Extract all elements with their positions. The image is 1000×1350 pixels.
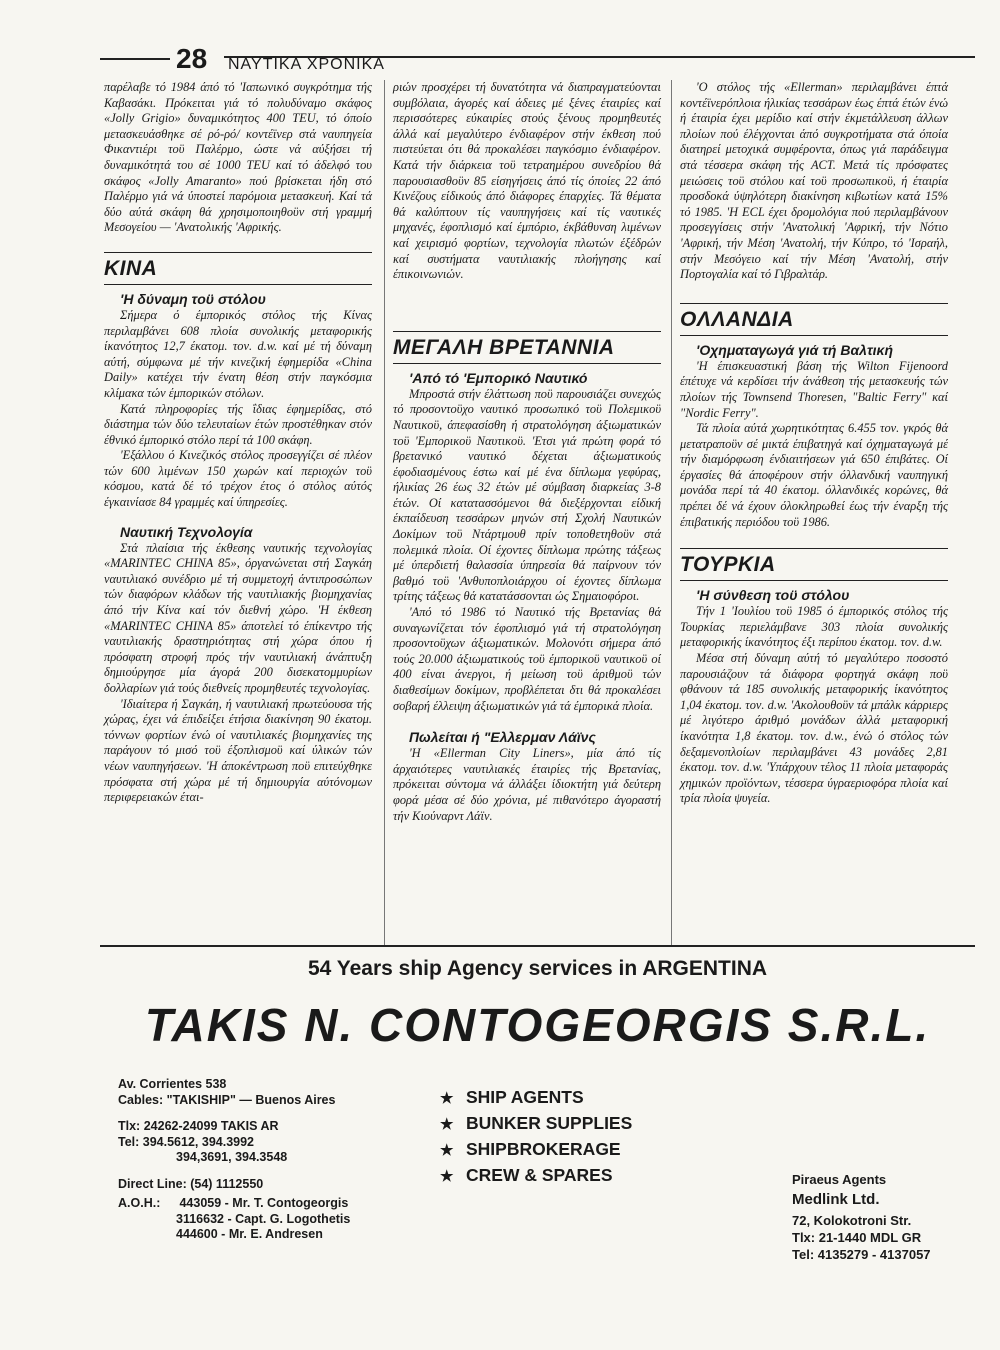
column2-continued-text: ριών προσχέρει τή δυνατότητα νά διαπραγματεύονται συμβόλαια, άγορές καί άδειες μέ ξένες έταιρίες καί περισσότερες εύκαιρίες στούς ξένους προμηθευτές άλλά καί μεγαλύτερο ένδιαφέρον στήν έκθεση πού πιστεύεται ότι θά προκαλέσει παγκόσμιο ένδιαφέρον. Κατά τήν διάρκεια τοϋ τετραημέρου συνεδρίου θά παρουσιασθοϋν 85 είσηγήσεις άπό τίς όποίες 22 άπό Κινέζους είδικούς άπό διάφορες έπαρχίες. Τά θέματα θά καλύπτουν τίς ναυπηγήσεις καί τίς ναυτικές μηχανές, έφοπλισμό καί έμπόριο, έκβάθυνση λιμένων καί χειρισμό φορτίων, τεχνολογία πλωτών έξέδρών καί συστήματα ναυτιλιακής πλοήγησης καί έπικοινωνιών. [393,80,661,282]
subheading-fleet-strength: 'Η δύναμη τοϋ στόλου [120,290,266,307]
star-icon: ★ [440,1090,454,1107]
service-item: ★ CREW & SPARES [440,1163,700,1189]
ad-aoh-entry: 444600 - Mr. E. Andresen [176,1227,323,1241]
subheading-fleet-composition: 'Η σύνθεση τοϋ στόλου [696,587,850,604]
paragraph: Κατά πληροφορίες τής ΐδιας έφημερίδας, στό διάστημα τών δύο τελευταίων έτών προστέθηκαν στόν έθνικό έμπορικό στόλο περί τά 100 σκάφη. [104,401,372,447]
page-number: 28 [176,43,208,74]
subheading-ellerman-sale: Πωλείται ή "Ελλερμαν Λάϊνς [409,729,596,746]
star-icon: ★ [440,1142,454,1159]
ad-cables-value: "TAKISHIP" — Buenos Aires [166,1092,336,1107]
section-netherlands [680,303,948,336]
piraeus-company: Medlink Ltd. [792,1191,880,1208]
ad-aoh-label: A.O.H.: [118,1196,161,1210]
column1-continued-text: παρέλαβε τό 1984 άπό τό 'Ιαπωνικό συγκρότημα τής Καβασάκι. Πρόκειται γιά τό πολυδύναμο σκάφος «Jolly Grigio» δυναμικότητος 400 TEU, τό όποίο μετασκευάσθηκε σέ ρό-ρό/ κοντέϊνερ στά ναυπηγεία Φικαντιέρι τοϋ Παλέρμο, ώστε νά αύξήσει τή δυναμικότητά του σέ 1000 TEU καί τό άδελφό του σκάφος «Jolly Amaranto» πού βρίσκεται ήδη στό Παλέρμο γιά νά ύποστεί παρόμοια μετασκευή. Καί τά δύο αύτά σκάφη θά χρησιμοποιηθοϋν στή γραμμή Μεσογείου — 'Ανατολικής 'Αφρικής. [104,80,372,235]
ad-aoh-entry: 3116632 - Capt. G. Logothetis [176,1211,351,1226]
piraeus-telex: Tlx: 21-1440 MDL GR [792,1230,922,1245]
page-header [100,44,975,78]
subheading-ferries-baltic: 'Οχηματαγωγά γιά τή Βαλτική [696,341,894,358]
ad-telephone [118,1135,448,1151]
header-rule-left [100,58,170,60]
paragraph: 'Ιδιαίτερα ή Σαγκάη, ή ναυτιλιακή πρωτεύουσα τής χώρας, έχει νά έπιδείξει έτήσια διακίνηση 90 έκατομ. τόννων φορτίων ένώ οί ναυτιλιακές βιομηχανίες της παράγουν τό μισό τοϋ έξοπλισμοϋ καί ύλικών τών νέων ναυπηγήσεων. 'Η άποκέντρωση ποϋ επιτεύχθηκε πρόσφατα στή χώρα μέ τή δημιουργία αύτόνομων περιφερειακών έται- [104,696,372,805]
paragraph: 'Από τό 1986 τό Ναυτικό τής Βρετανίας θά συναγωνίζεται τόν έφοπλισμό γιά τή στρατολόγηση προσοντοϋχων άξιωματικών. Μολονότι σήμερα άπό τούς 20.000 άξιωματικούς τοϋ έμπορικοϋ ναυτικοϋ οί 400 είναι άνεργοι, ή μείωση τοϋ άριθμοϋ τών διαθεσίμων δοκίμων, προβλέπεται δτι θά προκαλέσει σοβαρή έλλειψη άξιωματικών γιά τά έμπορικά πλοία. [393,605,661,713]
ad-telex [118,1119,448,1135]
column-1 [104,80,372,806]
section-turkey [680,548,948,581]
ad-piraeus-agents [792,1171,982,1263]
ad-company-name: TAKIS N. CONTOGEORGIS S.R.L. [144,999,931,1051]
magazine-title: ΝΑΥΤΙΚΑ ΧΡΟΝΙΚΑ [228,56,385,73]
column-2 [393,80,661,824]
ad-tel-value-2: 394,3691, 394.3548 [176,1150,288,1164]
ad-tel-label: Tel: [118,1134,140,1149]
section-great-britain [393,331,661,364]
paragraph: Τήν 1 'Ιουλίου τοϋ 1985 ό έμπορικός στόλος τής Τουρκίας περιελάμβανε 303 πλοία συνολικής μεταφορικής ίκανότητος έξι περίπου έκατομ. τον. d.w. [680,604,948,650]
section-title-netherlands: ΟΛΛΑΝΔΙΑ [680,308,948,336]
service-item: ★ SHIP AGENTS [440,1085,700,1111]
paragraph: 'Η «Ellerman City Liners», μία άπό τίς άρχαιότερες ναυτιλιακές έταιρίες τής Βρετανίας, πρόκειται σύντομα νά άλλάξει ίδιοκτήτη γιά δεύτερη φορά μέσα σέ δύο χρόνια, μέ πιθανότερο άγοραστή τήν Κιούναρντ Λάϊν. [393,746,661,823]
section-title-china: ΚΙΝΑ [104,257,372,285]
piraeus-label: Piraeus Agents [792,1172,887,1187]
paragraph: 'Η έπισκευαστική βάση τής Wilton Fijenoord έπέτυχε νά κερδίσει τήν άνάθεση τής μετασκευής τών πλοίων τής Townsend Thoresen, "Baltic Ferry" καί "Nordic Ferry". [680,358,948,420]
paragraph: 'Εξάλλου ό Κινεζικός στόλος προσεγγίζει σέ πλέον τών 600 λιμένων 150 χωρών καί περιοχών τοϋ κόσμου, κατά δέ τό τρέχον έτος ό στόλος αύτός έγκαινίασε 84 γραμμές καί ύπηρεσίες. [104,448,372,510]
piraeus-address: 72, Kolokotroni Str. [792,1213,912,1228]
ad-services-list [440,1085,700,1189]
ad-tagline: 54 Years ship Agency services in ARGENTINA [307,957,768,980]
section-title-great-britain: ΜΕΓΑΛΗ ΒΡΕΤΑΝΝΙΑ [393,336,661,364]
ad-aoh [118,1196,448,1212]
service-item: ★ SHIPBROKERAGE [440,1137,700,1163]
section-title-turkey: ΤΟΥΡΚΙΑ [680,553,948,581]
ad-contact-block [118,1077,448,1243]
star-icon: ★ [440,1168,454,1185]
column-divider-2 [671,80,672,945]
service-item: ★ BUNKER SUPPLIES [440,1111,700,1137]
ad-telex-label: Tlx: [118,1119,141,1133]
star-icon: ★ [440,1116,454,1133]
subheading-merchant-navy: 'Από τό 'Εμπορικό Ναυτικό [409,369,588,386]
ad-address: Av. Corrientes 538 [118,1077,227,1091]
ad-direct-line: Direct Line: (54) 1112550 [118,1176,264,1191]
piraeus-telephone: Tel: 4135279 - 4137057 [792,1247,931,1262]
paragraph: Μέσα στή δύναμη αύτή τό μεγαλύτερο ποσοστό παρουσιάζουν τά διάφορα φορτηγά σκάφη ποϋ φθάνουν τά 185 συνολικής μεταφορικής ίκανότητος 1,04 έκατομ. τον. d.w. 'Ακολουθοϋν τά μπάλκ κάρριερς μέ λιγότερο άριθμό μονάδων άλλά μεταφορική ίκανότητα 1,8 έκατομ. τον. d.w., ένώ ό στόλος τών δεξαμενοπλοίων περιλαμβάνει 43 μονάδες 2,81 έκατομ. τον. d.w. 'Υπάρχουν τέλος 11 πλοία μεταφοράς χημικών προϊόντων, τέσσερα ύγραεριοφόρα πλοία καί τρία πλοία ψυγεία. [680,651,948,806]
column-3 [680,80,948,807]
subheading-maritime-technology: Ναυτική Τεχνολογία [120,523,253,540]
ad-aoh-entry: 443059 - Mr. T. Contogeorgis [179,1196,349,1210]
paragraph: Τά πλοία αύτά χωρητικότητας 6.455 τον. γκρός θά μετατραποϋν σέ μικτά έπιβατηγά καί όχηματαγωγά μέ τήν διαμόρφωση ένδιαιτήσεων γιά 650 έπιβάτες. Οί έργασίες θά άποφέρουν στήν όλλανδική ναυπηγική μονάδα περί τά 40 έκατομ. όλλανδικές κορώνες, θά πρέπει δέ νά έχουν όλοκληρωθεί έως τήν έναρξη τής έπιβατικής περιόδου τοϋ 1986. [680,421,948,529]
ad-telex-value: 24262-24099 TAKIS AR [143,1119,279,1133]
ad-cables [118,1093,448,1109]
column-divider-1 [384,80,385,945]
column3-continued-text: 'Ο στόλος τής «Ellerman» περιλαμβάνει έπτά κοντέϊνερόπλοια ήλικίας τεσσάρων έως έπτά έτών ένώ ή έταιρία έχει μερίδιο καί στήν έκμετάλλευση άλλων πλοίων πού έλέγχονται άπό συγκροτήματα στά όποία διατηρεί μετοχικά συμφέροντα, όπως γιά παράδειγμα στά τέσσερα σκάφη τής ACT. Μετά τίς πρόσφατες μειώσεις τοϋ στόλου καί τοϋ προσωπικοϋ, ή έταιρία προσδοκά ύψηλότερη διακίνηση κιβωτίων κατά 15% τό 1985. 'Η ECL έχει δρομολόγια πού περιλαμβάνουν προσεγγίσεις στήν 'Ανατολική 'Αφρική, τήν Νότιο 'Αφρική, τήν Μέση 'Ανατολή, τήν Κύπρο, τό 'Ισραήλ, στήν Μεσόγειο καί τήν Μέση 'Ανατολή, στήν Πορτογαλία καί τό Γιβραλτάρ. [680,80,948,282]
paragraph: Μπροστά στήν έλάττωση ποϋ παρουσιάζει συνεχώς τό προσοντοϋχο ναυτικό προσωπικό τοϋ Πολεμικοϋ Ναυτικοϋ, άπεφασίσθη ή στρατολόγηση άξιωματικών τοϋ 'Εμπορικοϋ Ναυτικοϋ. 'Ετσι γιά πρώτη φορά τό βρετανικό ναυτικό δέχεται άξιωματικούς έφοδιασμένους έστω καί μέ ένα δίπλωμα γεφύρας, ήλικίας 26 έως 32 έτών μέ σύμβαση διαρκείας 3-8 έτών. Οί κατατασσόμενοι θά διεξέρχονται είδική έκπαίδευση τεσσάρων μηνών στή Σχολή Ναυτικών Δοκίμων τοϋ Ντάρτμουθ πρίν τοποθετηθοϋν στά πολεμικά πλοία. Οί έχοντες δίπλωμα πρώτης τάξεως μέ ύπερδιετή θαλασσία ύπηρεσία θά παίρνουν τόν βαθμό τοϋ 'Ανθυποπλοιάρχου οί έχοντες δίπλωμα τρίτης τάξεως θά κατατάσσονται ώς Σημαιοφόροι. [393,386,661,604]
ad-cables-label: Cables: [118,1092,164,1107]
advertisement [100,945,975,1277]
paragraph: Στά πλαίσια τής έκθεσης ναυτικής τεχνολογίας «MARINTEC CHINA 85», όργανώνεται στή Σαγκάη ναυτιλιακό συνέδριο μέ τή συμμετοχή άντιπροσώπων τών διαφόρων κλάδων τής ναυτιλιακής βιομηχανίας άπό τήν Κίνα καί τόν διεθνή χώρο. 'Η έκθεση «MARINTEC CHINA 85» άποτελεί τό έπίκεντρο τής ναυτιλιακής δραστηριότητας στή χώρα όπου ή πρόσφατη στροφή πρός τήν ναυτιλιακή άνάπτυξη δημιούργησε μία άγορά 200 δισεκατομμυρίων δολλαρίων γιά τούς διεθνείς προμηθευτές τεχνολογίας. [104,540,372,695]
paragraph: Σήμερα ό έμπορικός στόλος τής Κίνας περιλαμβάνει 608 πλοία συνολικής μεταφορικής ίκανότητος 12,7 έκατομ. τον. d.w. καί μέ τή δύναμη αύτή, σύμφωνα μέ τήν κινεζική έφημερίδα «China Daily» κατέχει τήν ένατη θέση στήν παγκόσμια κλίμακα τών έμπορικών στόλων. [104,307,372,400]
ad-tel-value: 394.5612, 394.3992 [142,1134,254,1149]
section-china [104,252,372,285]
